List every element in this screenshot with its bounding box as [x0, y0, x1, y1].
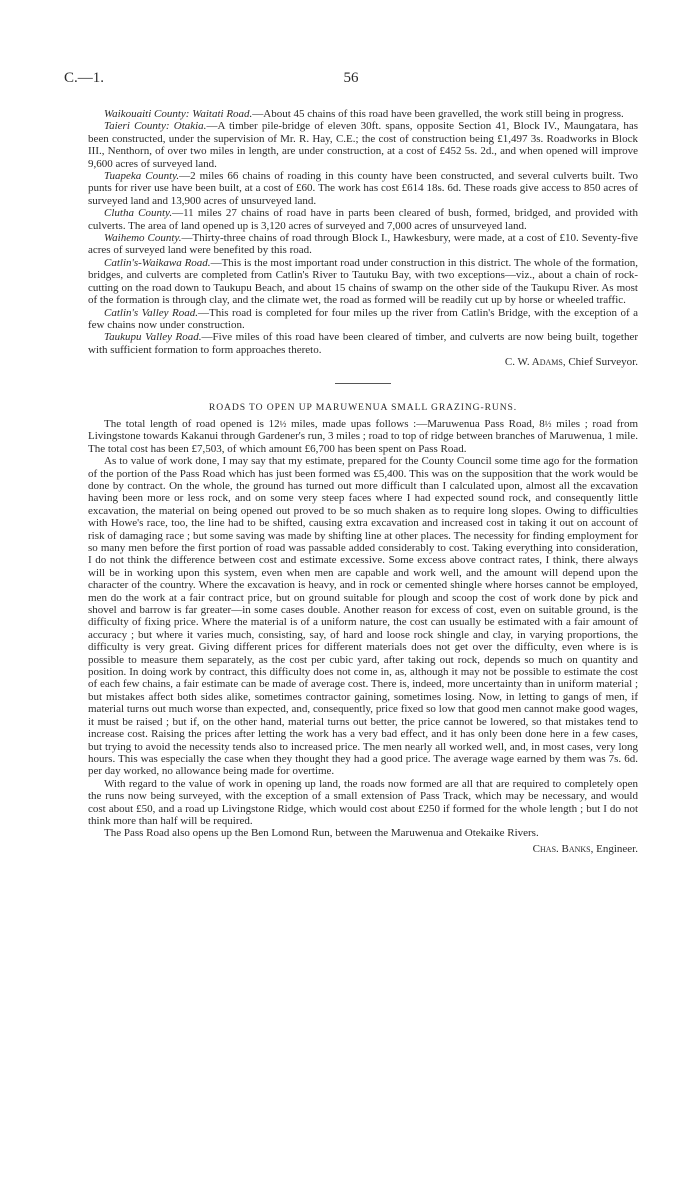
paragraph-ben-lomond: The Pass Road also opens up the Ben Lomond Run, between the Maruwenua and Otekaike Rivers. [104, 827, 539, 840]
paragraph-text: —This is the most important road under construction in this district. The whole of the formation, bridges, and culverts are completed from Catlin's River to Tautuku Bay, with two exceptions—viz., about a chain of rock-cutting on the road down to Taukupu Beach, and about 15 chains of swamp on the other side of the Taukupu River. As most of the formation is through clay, and the climate wet, the road as formed will be readily cut up by horse or wheeled traffic. [88, 256, 639, 307]
paragraph-heading: Waikouaiti County: Waitati Road. [104, 108, 253, 120]
signature-name: C. W. Adams [504, 356, 563, 369]
text-run: miles ; road from Livingstone towards Kakanui through Gardener's run, 3 miles ; road to top of ridge between branches of Maruwenua, 1 mile. The total cost has been £7,503, of which amount £6,700 has been spent on Pass Road. [88, 417, 638, 455]
county-roads-section [88, 108, 638, 356]
paragraph-total-length [88, 418, 638, 455]
paragraph-heading: Clutha County. [104, 207, 173, 220]
county-road-paragraph [88, 232, 638, 257]
paragraph-heading: Taukupu Valley Road. [104, 331, 202, 344]
text-run: miles, made upas follows :—Maruwenua Pass Road, 8 [286, 417, 545, 430]
signature-title: , Chief Surveyor. [562, 356, 638, 369]
fraction: ½ [544, 418, 552, 429]
section-divider [335, 383, 391, 384]
signature-title: , Engineer. [590, 842, 638, 855]
paragraph-value-of-work: As to value of work done, I may say that my estimate, prepared for the County Council some time ago for the formation of the portion of the Pass Road which has just been formed was £5,400. This was on the supposition that the work would be done by contract. On the whole, the ground has turned out more difficult than I calculated upon, almost all the excavation having been more or less rock, and on some very steep faces where I had expected sound rock, and consequently little excavation, the material on being opened out proved to be so much shaken as to require long slopes. Owing to difficulties with Howe's race, too, the line had to be shifted, causing extra excavation and increased cost in taking it out on account of risk of damaging race ; but some saving was made by shifting line at other places. The necessity for finding employment for so many men before the first portion of road was passable added considerably to cost. Taking everything into consideration, I do not think the difference between cost and estimate excessive. Some excess above contract rates, I think, there always will be in working upon this system, even when men are capable and work well, and the amount will depend upon the character of the country. Where the excavation is heavy, and in rock or cemented shingle where horses cannot be employed, men do the work at a fair contract price, but on ground suitable for plough and scoop the cost of work done by pick and shovel and barrow is far greater—in some cases double. Another reason for excess of cost, even on suitable ground, is the difficulty of fixing price. Where the material is of a uniform nature, the cost can usually be estimated with a fair amount of accuracy ; but where it varies much, consisting, say, of hard and loose rock shingle and clay, in varying proportions, the difficulty is very great. Giving different prices for different materials does not get over the difficulty, even where is is possible to measure them separately, as the cost per cubic yard, after taking out rock, depends so much on quantity and position. In doing work by contract, this difficulty does not come in, as, although it may not be possible to estimate the cost of each few chains, a fair estimate can be made of average cost. There is, indeed, more uncertainty than in uniform material ; but mistakes affect both sides alike, sometimes contractor gaining, sometimes losing. Now, in letting to gangs of men, if material turns out much worse than expected, and, consequently, price fixed so low that good men cannot make good wages, it must be raised ; but if, on the other hand, material turns out better, the price cannot be lowered, so that mistakes tend to increase cost. Raising the prices after letting the work has a very bad effect, and it has only been done here in a few cases, but trying to avoid the necessity tends also to increased price. The men nearly all worked well, and, in most cases, very long hours. This was especially the case when they thought they had a good price. The average wage earned by them was 7s. 6d. per day worked, no allowance being made for overtime. [88, 455, 638, 778]
paragraph-heading: Catlin's Valley Road. [104, 306, 198, 319]
paragraph-text: —11 miles 27 chains of road have in parts been cleared of bush, formed, bridged, and provided with culverts. The area of land opened up is 3,120 acres of surveyed and 7,000 acres of unsurveyed land. [88, 207, 638, 232]
section-title: ROADS TO OPEN UP MARUWENUA SMALL GRAZING-RUNS. [208, 401, 518, 413]
paragraph-heading: Taieri County: Otakia. [104, 120, 207, 133]
paragraph-heading: Waihemo County. [104, 232, 182, 245]
document-reference: C.—1. [64, 70, 105, 86]
county-road-paragraph [88, 170, 638, 207]
paragraph-heading: Tuapeka County. [104, 170, 180, 183]
paragraph-text: —Thirty-three chains of road through Block I., Hawkesbury, were made, at a cost of £10. Seventy-five acres of surveyed land were benefited by this road. [88, 232, 638, 257]
paragraph-text: —Five miles of this road have been cleared of timber, and culverts are now being built, together with sufficient formation to form approaches thereto. [88, 331, 638, 356]
paragraph-text: —This road is completed for four miles up the river from Catlin's Bridge, with the exception of a few chains now under construction. [88, 306, 638, 331]
signature-name: Chas. Banks [532, 842, 591, 855]
county-road-paragraph [88, 331, 638, 356]
text-run: The total length of road opened is 12 [104, 417, 280, 430]
paragraph-opening-land: With regard to the value of work in opening up land, the roads now formed are all that are required to completely open the runs now being surveyed, with the exception of a small extension of Pass Track, which may be necessary, and would cost about £50, and a road up Livingstone Ridge, which would cost about £250 if formed for the whole length ; but I do not think more than half will be required. [88, 777, 638, 827]
signature-banks [88, 843, 638, 855]
county-road-paragraph [88, 108, 638, 120]
paragraph-text: —A timber pile-bridge of eleven 30ft. spans, opposite Section 41, Block IV., Maungatara, has been constructed, under the supervision of Mr. R. Hay, C.E.; the cost of construction being £1,497 3s. Roadworks in Block III., Nenthorn, of over two miles in length, are under construction, at a cost of £452 5s. 2d., and when opened will improve 9,600 acres of surveyed land. [88, 120, 638, 170]
county-road-paragraph [88, 207, 638, 232]
page-number: 56 [343, 70, 359, 86]
county-road-paragraph [88, 307, 638, 332]
signature-adams [88, 356, 638, 368]
paragraph-text: —2 miles 66 chains of roading in this county have been constructed, and several culverts built. Two punts for river use have been built, at a cost of £60. The work has cost £614 18s. 6d. These roads give access to 850 acres of surveyed land and 13,900 acres of unsurveyed land. [88, 170, 638, 207]
page-body [88, 108, 638, 855]
county-road-paragraph [88, 120, 638, 170]
fraction: ½ [279, 418, 287, 429]
page-header [64, 72, 638, 92]
county-road-paragraph [88, 257, 638, 307]
paragraph-text: —About 45 chains of this road have been gravelled, the work still being in progress. [252, 108, 624, 120]
paragraph-heading: Catlin's-Waikawa Road. [104, 256, 211, 269]
